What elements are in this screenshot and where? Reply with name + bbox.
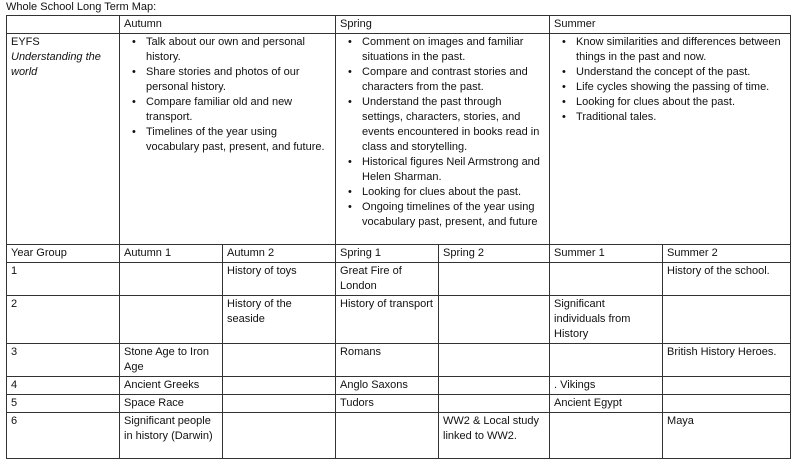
cell-spring-2: WW2 & Local study linked to WW2. (439, 413, 550, 459)
cell-year-group: 1 (7, 263, 120, 296)
cell-spring-2 (439, 377, 550, 395)
table-row (7, 413, 791, 459)
cell-autumn-2: History of the seaside (223, 296, 336, 344)
eyfs-spring-list (340, 35, 545, 230)
eyfs-header-row (7, 16, 791, 34)
eyfs-content-row (7, 34, 791, 245)
document-title: Whole School Long Term Map: (6, 1, 157, 13)
eyfs-sublabel: Understanding the world (11, 51, 101, 78)
cell-autumn-2 (223, 413, 336, 459)
cell-summer-2: British History Heroes. (663, 344, 791, 377)
bullet-item: • Life cycles showing the passing of time. (576, 80, 786, 95)
cell-summer-2 (663, 395, 791, 413)
column-header-summer-2: Summer 2 (663, 245, 791, 263)
year-group-header-row (7, 245, 791, 263)
eyfs-summer-list (554, 35, 786, 125)
cell-autumn-1: Stone Age to Iron Age (120, 344, 223, 377)
column-header-spring-1: Spring 1 (336, 245, 439, 263)
eyfs-label: EYFS (11, 36, 40, 48)
bullet-item: • Understand the past through settings, characters, stories, and events encountered in books read in class and storytelling. (362, 95, 545, 155)
bullet-item: • Looking for clues about the past. (362, 185, 545, 200)
cell-spring-2 (439, 263, 550, 296)
table-row (7, 395, 791, 413)
cell-year-group: 6 (7, 413, 120, 459)
bullet-item: • Traditional tales. (576, 110, 786, 125)
cell-year-group: 5 (7, 395, 120, 413)
eyfs-heading-summer: Summer (550, 16, 791, 34)
cell-spring-2 (439, 296, 550, 344)
cell-autumn-1: Significant people in history (Darwin) (120, 413, 223, 459)
cell-spring-1: Tudors (336, 395, 439, 413)
eyfs-autumn-list (124, 35, 331, 155)
eyfs-label-cell (7, 34, 120, 245)
cell-summer-2 (663, 377, 791, 395)
cell-summer-2: History of the school. (663, 263, 791, 296)
cell-summer-1: . Vikings (550, 377, 663, 395)
eyfs-spring-cell (336, 34, 550, 245)
eyfs-heading-spring: Spring (336, 16, 550, 34)
cell-summer-1: Significant individuals from History (550, 296, 663, 344)
column-header-summer-1: Summer 1 (550, 245, 663, 263)
eyfs-header-blank-cell (7, 16, 120, 34)
bullet-item: • Compare familiar old and new transport. (146, 95, 331, 125)
cell-year-group: 3 (7, 344, 120, 377)
eyfs-autumn-cell (120, 34, 336, 245)
bullet-item: • Know similarities and differences between things in the past and now. (576, 35, 786, 65)
cell-autumn-2 (223, 377, 336, 395)
cell-spring-1: Romans (336, 344, 439, 377)
cell-autumn-2 (223, 395, 336, 413)
bullet-item: • Ongoing timelines of the year using vocabulary past, present, and future (362, 200, 545, 230)
cell-spring-1: Anglo Saxons (336, 377, 439, 395)
table-row (7, 344, 791, 377)
cell-spring-1: History of transport (336, 296, 439, 344)
table-row (7, 377, 791, 395)
bullet-item: • Comment on images and familiar situations in the past. (362, 35, 545, 65)
cell-spring-1 (336, 413, 439, 459)
bullet-item: • Compare and contrast stories and characters from the past. (362, 65, 545, 95)
bullet-item: • Timelines of the year using vocabulary past, present, and future. (146, 125, 331, 155)
cell-autumn-2: History of toys (223, 263, 336, 296)
cell-year-group: 4 (7, 377, 120, 395)
cell-summer-1: Ancient Egypt (550, 395, 663, 413)
cell-spring-2 (439, 395, 550, 413)
cell-autumn-1: Space Race (120, 395, 223, 413)
bullet-item: • Understand the concept of the past. (576, 65, 786, 80)
eyfs-heading-autumn: Autumn (120, 16, 336, 34)
cell-year-group: 2 (7, 296, 120, 344)
cell-summer-2: Maya (663, 413, 791, 459)
column-header-spring-2: Spring 2 (439, 245, 550, 263)
cell-summer-1 (550, 263, 663, 296)
column-header-autumn-1: Autumn 1 (120, 245, 223, 263)
cell-summer-1 (550, 413, 663, 459)
column-header-year-group: Year Group (7, 245, 120, 263)
cell-autumn-2 (223, 344, 336, 377)
column-header-autumn-2: Autumn 2 (223, 245, 336, 263)
cell-spring-1: Great Fire of London (336, 263, 439, 296)
eyfs-summer-cell (550, 34, 791, 245)
cell-summer-1 (550, 344, 663, 377)
bullet-item: • Historical figures Neil Armstrong and Helen Sharman. (362, 155, 545, 185)
bullet-item: • Looking for clues about the past. (576, 95, 786, 110)
table-row (7, 263, 791, 296)
cell-autumn-1 (120, 263, 223, 296)
cell-spring-2 (439, 344, 550, 377)
cell-autumn-1: Ancient Greeks (120, 377, 223, 395)
bullet-item: • Share stories and photos of our personal history. (146, 65, 331, 95)
cell-summer-2 (663, 296, 791, 344)
bullet-item: • Talk about our own and personal history. (146, 35, 331, 65)
cell-autumn-1 (120, 296, 223, 344)
table-row (7, 296, 791, 344)
long-term-map-table (6, 15, 791, 459)
